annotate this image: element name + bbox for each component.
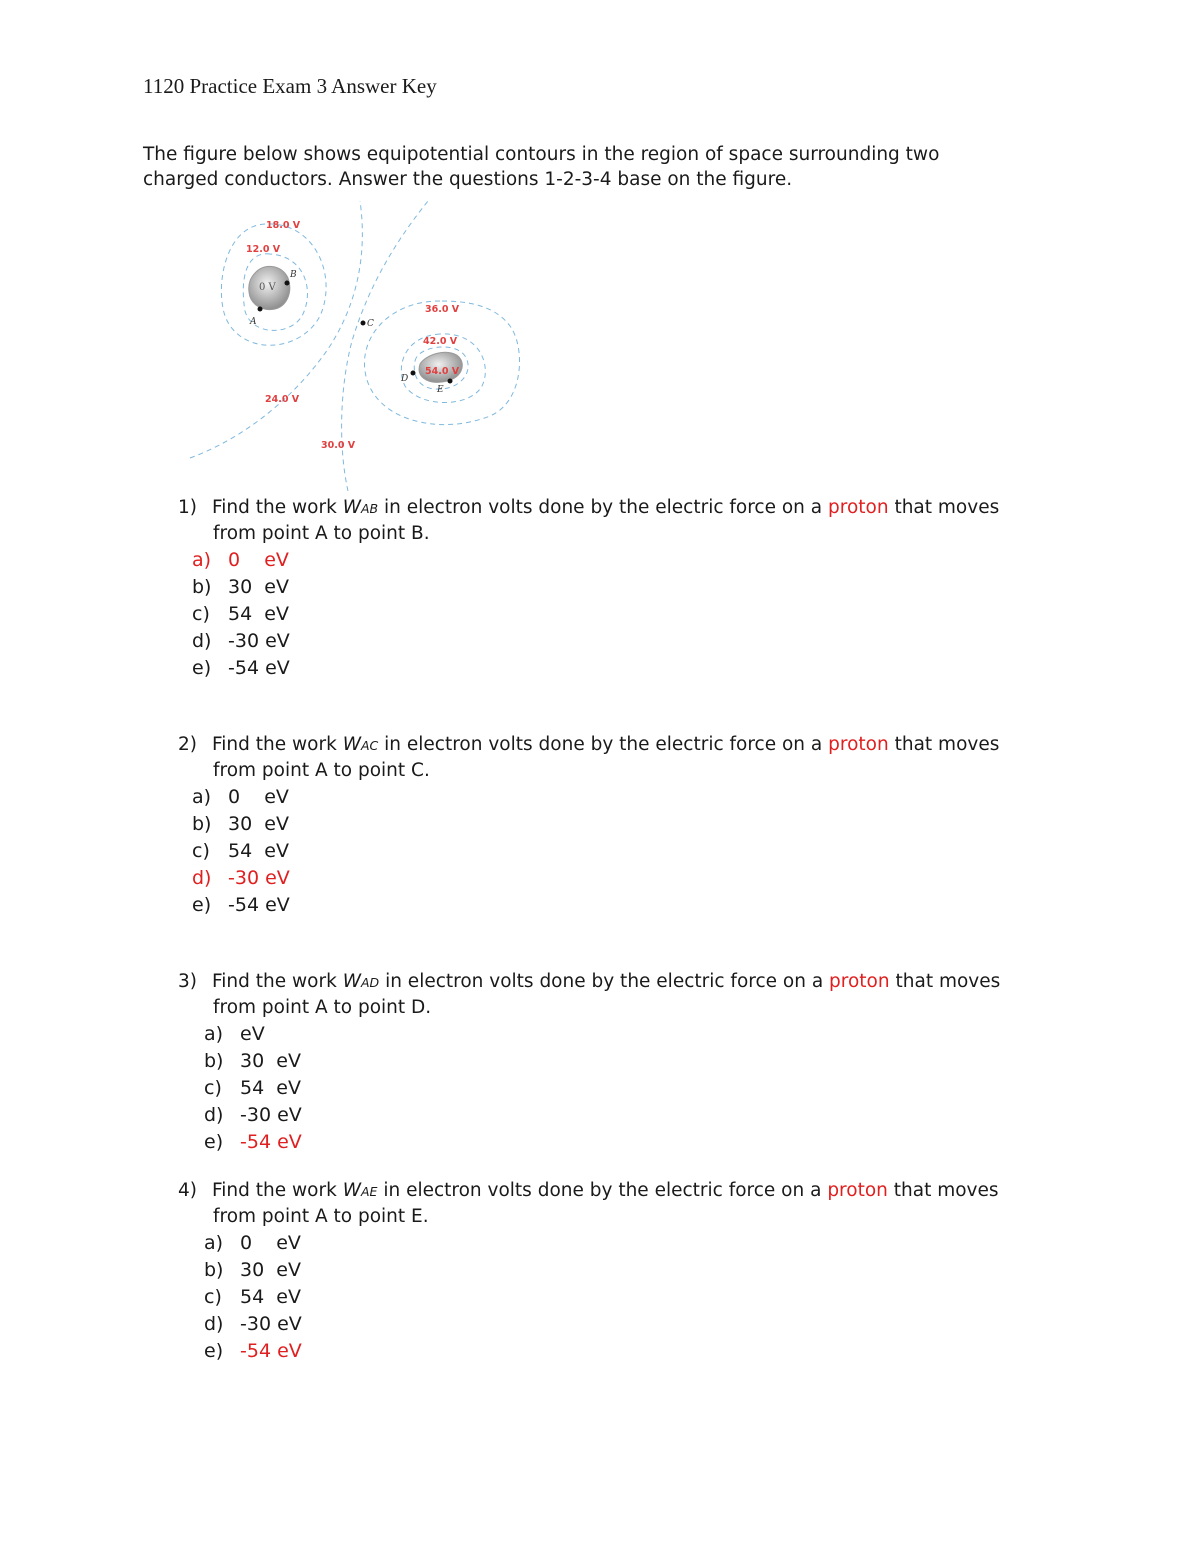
- option-letter: b): [192, 813, 212, 835]
- option-letter: c): [204, 1286, 222, 1308]
- question-2-stem: [178, 733, 1078, 759]
- proton-word: proton: [827, 1180, 888, 1201]
- option-letter: b): [192, 576, 212, 598]
- option-text: 54 eV: [228, 840, 289, 862]
- question-1-stem-line-2: from point A to point B.: [213, 522, 430, 544]
- option-text: -54 eV: [240, 1340, 302, 1362]
- label-30v: 30.0 V: [321, 440, 356, 451]
- work-symbol: W: [342, 734, 361, 755]
- option-text: -54 eV: [240, 1131, 302, 1153]
- question-number: 4): [178, 1180, 197, 1201]
- option-b[interactable]: [204, 1048, 1078, 1075]
- option-text: 30 eV: [240, 1050, 301, 1072]
- label-42v: 42.0 V: [423, 336, 458, 347]
- option-text: 54 eV: [240, 1286, 301, 1308]
- option-d[interactable]: [192, 628, 1078, 655]
- question-1: [178, 496, 1078, 682]
- option-letter: a): [204, 1232, 224, 1254]
- option-letter: c): [192, 840, 210, 862]
- label-12v: 12.0 V: [246, 244, 281, 255]
- point-d-dot: [411, 371, 416, 376]
- work-symbol: W: [342, 1180, 361, 1201]
- question-number: 2): [178, 734, 197, 755]
- option-letter: b): [204, 1259, 224, 1281]
- stem-prefix: Find the work: [212, 971, 337, 992]
- point-b-dot: [285, 281, 290, 286]
- option-text: 54 eV: [228, 603, 289, 625]
- option-text: eV: [240, 1023, 265, 1045]
- question-4: [178, 1179, 1078, 1365]
- option-e[interactable]: [204, 1129, 1078, 1156]
- option-text: 30 eV: [240, 1259, 301, 1281]
- stem-middle: in electron volts done by the electric force on a: [384, 734, 823, 755]
- question-3: [178, 970, 1078, 1156]
- question-4-options: [178, 1230, 1078, 1365]
- proton-word: proton: [828, 497, 889, 518]
- option-c[interactable]: [204, 1075, 1078, 1102]
- stem-prefix: Find the work: [212, 497, 337, 518]
- option-e[interactable]: [204, 1338, 1078, 1365]
- question-1-stem: [178, 496, 1078, 522]
- stem-suffix: that moves: [893, 1180, 999, 1201]
- question-4-stem-line-2: from point A to point E.: [213, 1205, 429, 1227]
- label-54v: 54.0 V: [425, 366, 460, 377]
- stem-suffix: that moves: [894, 734, 1000, 755]
- intro-paragraph: [143, 143, 1043, 192]
- intro-line-1: The figure below shows equipotential contours in the region of space surrounding two: [143, 144, 940, 165]
- option-letter: d): [204, 1104, 224, 1126]
- option-e[interactable]: [192, 655, 1078, 682]
- work-subscript: AD: [360, 975, 380, 990]
- option-text: 0 eV: [240, 1232, 301, 1254]
- work-subscript: AC: [360, 738, 379, 753]
- question-number: 3): [178, 971, 197, 992]
- option-a[interactable]: [192, 547, 1078, 574]
- option-a[interactable]: [204, 1230, 1078, 1257]
- option-letter: d): [192, 867, 212, 889]
- option-text: -30 eV: [228, 867, 290, 889]
- option-text: -30 eV: [240, 1313, 302, 1335]
- point-e-label: E: [437, 385, 444, 395]
- option-letter: c): [192, 603, 210, 625]
- option-a[interactable]: [192, 784, 1078, 811]
- point-a-label: A: [250, 317, 257, 327]
- point-c-label: C: [367, 319, 374, 329]
- option-text: 30 eV: [228, 576, 289, 598]
- work-symbol: W: [342, 497, 361, 518]
- option-c[interactable]: [204, 1284, 1078, 1311]
- question-number: 1): [178, 497, 197, 518]
- option-b[interactable]: [204, 1257, 1078, 1284]
- page-title: 1120 Practice Exam 3 Answer Key: [143, 74, 437, 98]
- option-text: 54 eV: [240, 1077, 301, 1099]
- question-2-options: [178, 784, 1078, 919]
- option-a[interactable]: [204, 1021, 1078, 1048]
- stem-suffix: that moves: [895, 971, 1001, 992]
- option-letter: a): [192, 786, 212, 808]
- work-subscript: AE: [360, 1184, 378, 1199]
- work-subscript: AB: [360, 501, 379, 516]
- option-letter: e): [192, 894, 212, 916]
- option-letter: a): [192, 549, 212, 571]
- option-text: -30 eV: [228, 630, 290, 652]
- stem-prefix: Find the work: [212, 734, 337, 755]
- label-24v: 24.0 V: [265, 394, 300, 405]
- option-letter: e): [204, 1340, 224, 1362]
- stem-middle: in electron volts done by the electric force on a: [385, 971, 824, 992]
- question-2-stem-line-2: from point A to point C.: [213, 759, 430, 781]
- stem-middle: in electron volts done by the electric force on a: [383, 1180, 822, 1201]
- option-text: 30 eV: [228, 813, 289, 835]
- option-letter: d): [192, 630, 212, 652]
- label-0v: 0 V: [259, 282, 276, 293]
- contour-24v: [190, 201, 362, 458]
- question-3-options: [178, 1021, 1078, 1156]
- option-b[interactable]: [192, 811, 1078, 838]
- question-4-stem: [178, 1179, 1078, 1205]
- option-d[interactable]: [204, 1311, 1078, 1338]
- option-letter: a): [204, 1023, 224, 1045]
- question-3-stem-line-2: from point A to point D.: [213, 996, 432, 1018]
- option-b[interactable]: [192, 574, 1078, 601]
- question-3-stem: [178, 970, 1078, 996]
- option-e[interactable]: [192, 892, 1078, 919]
- label-18v: 18.0 V: [266, 220, 301, 231]
- option-text: -54 eV: [228, 894, 290, 916]
- question-1-options: [178, 547, 1078, 682]
- point-c-dot: [361, 321, 366, 326]
- question-2: [178, 733, 1078, 919]
- proton-word: proton: [828, 734, 889, 755]
- option-c[interactable]: [192, 838, 1078, 865]
- option-c[interactable]: [192, 601, 1078, 628]
- option-letter: d): [204, 1313, 224, 1335]
- equipotential-figure: [180, 196, 540, 491]
- stem-prefix: Find the work: [212, 1180, 337, 1201]
- option-d[interactable]: [204, 1102, 1078, 1129]
- stem-middle: in electron volts done by the electric force on a: [384, 497, 823, 518]
- stem-suffix: that moves: [894, 497, 1000, 518]
- point-a-dot: [258, 307, 263, 312]
- point-b-label: B: [290, 270, 297, 280]
- option-letter: b): [204, 1050, 224, 1072]
- point-d-label: D: [401, 374, 409, 384]
- proton-word: proton: [829, 971, 890, 992]
- option-letter: c): [204, 1077, 222, 1099]
- point-e-dot: [448, 379, 453, 384]
- work-symbol: W: [342, 971, 361, 992]
- option-letter: e): [192, 657, 212, 679]
- option-text: -54 eV: [228, 657, 290, 679]
- label-36v: 36.0 V: [425, 304, 460, 315]
- option-text: -30 eV: [240, 1104, 302, 1126]
- option-letter: e): [204, 1131, 224, 1153]
- option-d[interactable]: [192, 865, 1078, 892]
- intro-line-2: charged conductors. Answer the questions 1-2-3-4 base on the figure.: [143, 168, 793, 190]
- option-text: 0 eV: [228, 549, 289, 571]
- option-text: 0 eV: [228, 786, 289, 808]
